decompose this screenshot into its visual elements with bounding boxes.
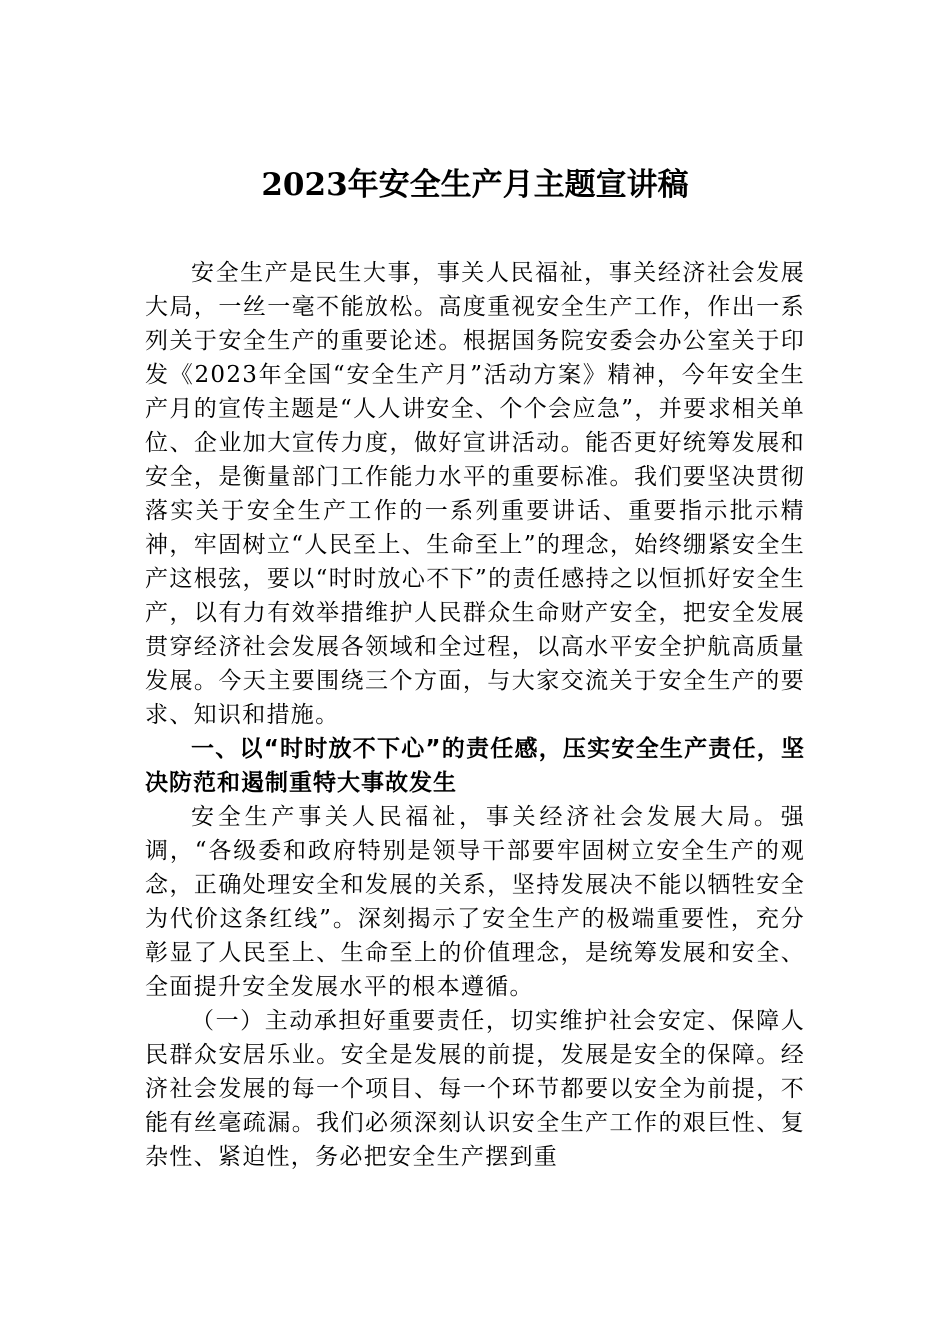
document-title: 2023年安全生产月主题宣讲稿: [261, 167, 689, 203]
document-body: [145, 256, 805, 1174]
section-heading-1: 一、以“时时放不下心”的责任感，压实安全生产责任，坚决防范和遏制重特大事故发生: [145, 736, 805, 796]
intro-paragraph: 安全生产是民生大事，事关人民福祉，事关经济社会发展大局，一丝一毫不能放松。高度重视安全生产工作，作出一系列关于安全生产的重要论述。根据国务院安委会办公室关于印发《2023年全国“安全生产月”活动方案》精神，今年安全生产月的宣传主题是“人人讲安全、个个会应急”，并要求相关单位、企业加大宣传力度，做好宣讲活动。能否更好统筹发展和安全，是衡量部门工作能力水平的重要标准。我们要坚决贯彻落实关于安全生产工作的一系列重要讲话、重要指示批示精神，牢固树立“人民至上、生命至上”的理念，始终绷紧安全生产这根弦，要以“时时放心不下”的责任感持之以恒抓好安全生产，以有力有效举措维护人民群众生命财产安全，把安全发展贯穿经济社会发展各领域和全过程，以高水平安全护航高质量发展。今天主要围绕三个方面，与大家交流关于安全生产的要求、知识和措施。: [145, 260, 805, 728]
subsection-1-paragraph: （一）主动承担好重要责任，切实维护社会安定、保障人民群众安居乐业。安全是发展的前提，发展是安全的保障。经济社会发展的每一个项目、每一个环节都要以安全为前提，不能有丝毫疏漏。我们必须深刻认识安全生产工作的艰巨性、复杂性、紧迫性，务必把安全生产摆到重: [145, 1008, 805, 1170]
section-1-paragraph: 安全生产事关人民福祉，事关经济社会发展大局。强调，“各级委和政府特别是领导干部要牢固树立安全生产的观念，正确处理安全和发展的关系，坚持发展决不能以牺牲安全为代价这条红线”。深刻揭示了安全生产的极端重要性，充分彰显了人民至上、生命至上的价值理念，是统筹发展和安全、全面提升安全发展水平的根本遵循。: [145, 804, 805, 1000]
